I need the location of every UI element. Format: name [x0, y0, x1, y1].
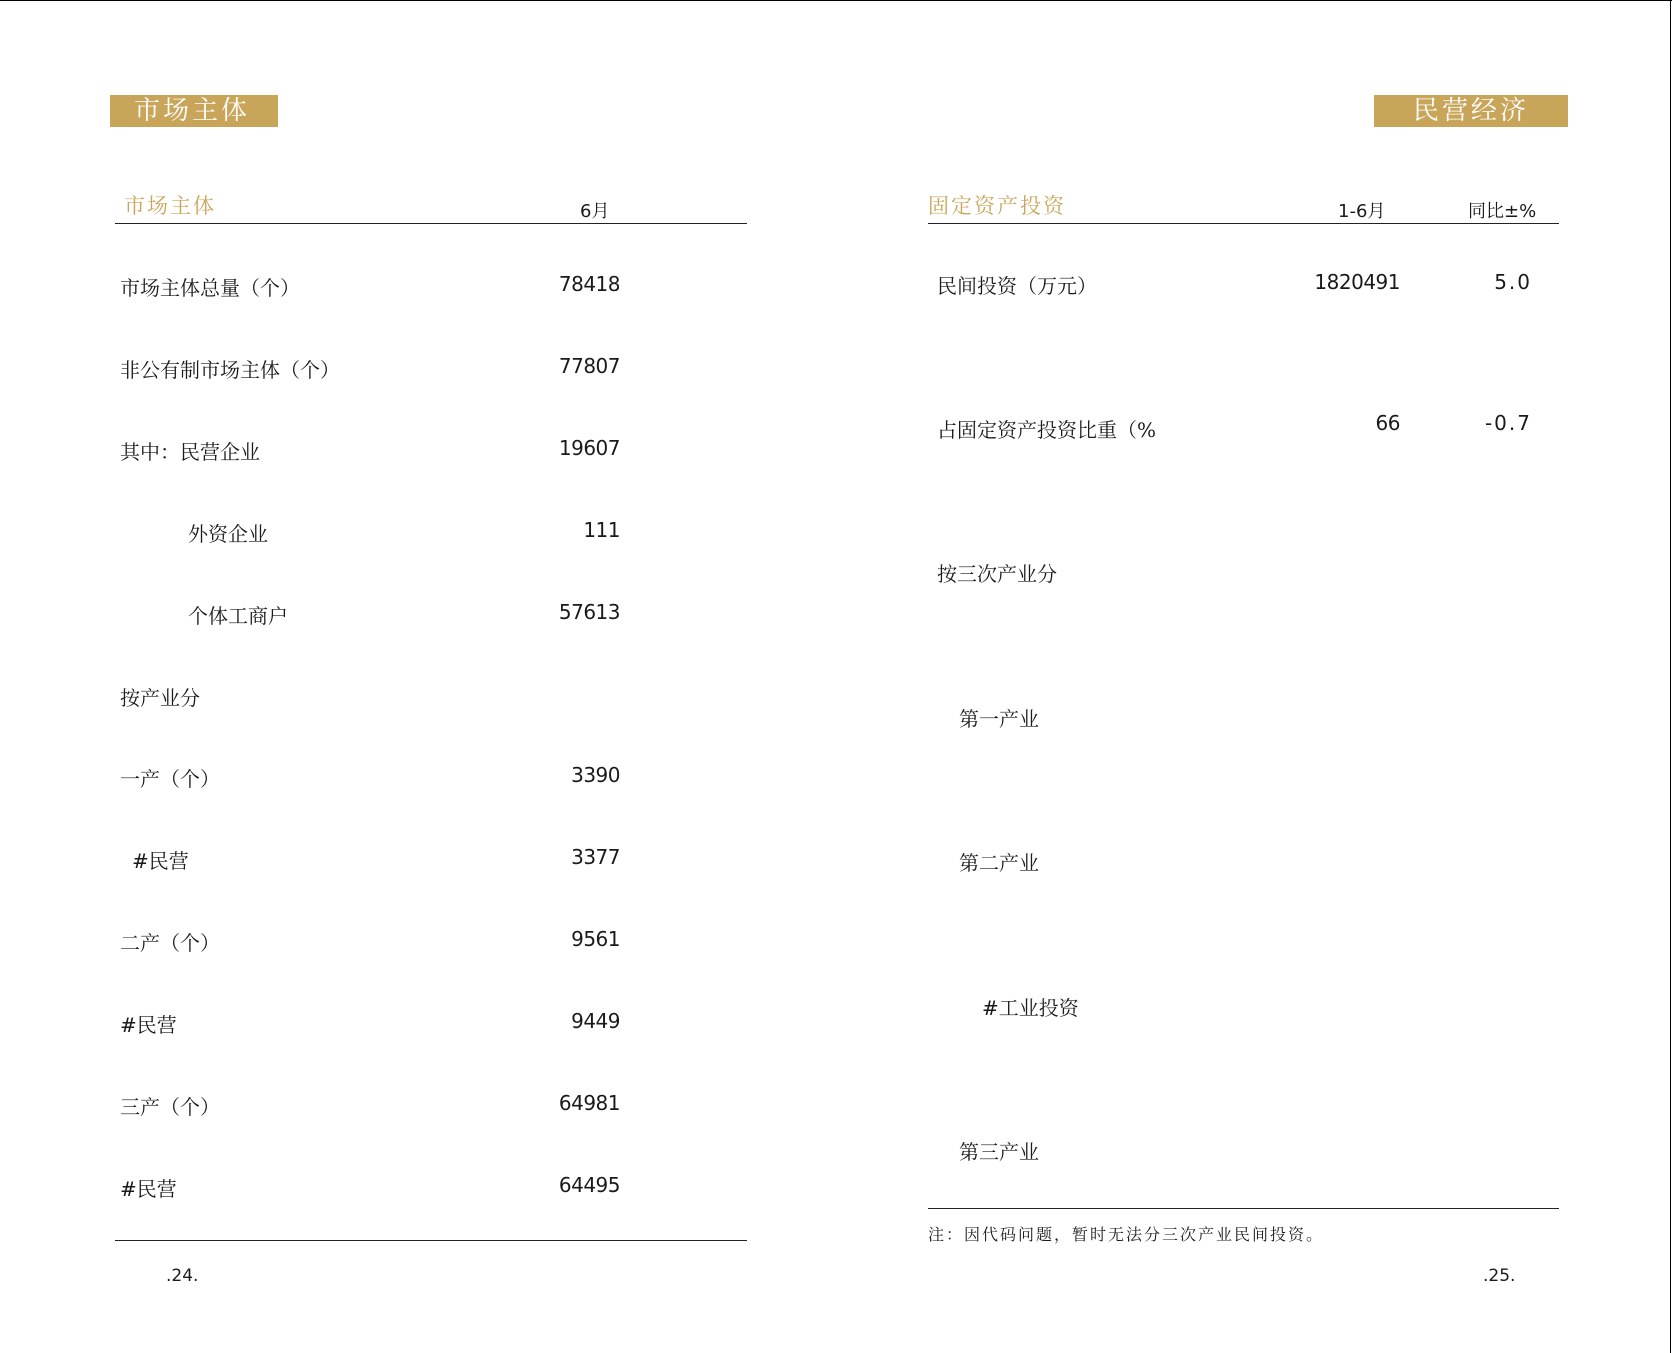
row-value: 78418	[558, 272, 620, 296]
row-label: 占固定资产投资比重（%	[937, 418, 1157, 442]
row-label: #民营	[120, 1013, 177, 1037]
row-label: 其中：民营企业	[120, 440, 260, 464]
row-label: 外资企业	[188, 522, 268, 546]
row-label: 三产（个）	[120, 1095, 220, 1119]
row-label: 市场主体总量（个）	[120, 276, 300, 300]
row-value: 3377	[571, 845, 620, 869]
row-value: 77807	[558, 354, 620, 378]
left-bottom-rule	[115, 1240, 747, 1241]
row-label: 一产（个）	[120, 767, 220, 791]
left-column-header: 6月	[580, 201, 610, 222]
row-value: 9449	[571, 1009, 620, 1033]
right-column-header-yoy: 同比±%	[1468, 201, 1537, 222]
footnote: 注：因代码问题，暂时无法分三次产业民间投资。	[928, 1225, 1325, 1244]
right-column-header-period: 1-6月	[1338, 201, 1386, 222]
row-label: 按三次产业分	[937, 562, 1057, 586]
row-label: 按产业分	[120, 686, 200, 710]
left-banner: 市场主体	[110, 95, 278, 127]
row-value: 9561	[571, 927, 620, 951]
row-label: 非公有制市场主体（个）	[120, 358, 340, 382]
right-section-title: 固定资产投资	[928, 194, 1066, 218]
right-banner: 民营经济	[1374, 95, 1568, 127]
right-page-number: .25.	[1483, 1266, 1516, 1286]
row-value: 66	[1375, 411, 1400, 435]
row-label: 个体工商户	[188, 604, 288, 628]
right-header-rule	[928, 223, 1559, 224]
row-label: #民营	[132, 849, 189, 873]
row-value: 1820491	[1314, 270, 1400, 294]
row-value: 19607	[558, 436, 620, 460]
left-header-rule	[115, 223, 747, 224]
row-label: 民间投资（万元）	[937, 274, 1097, 298]
row-value: 111	[583, 518, 620, 542]
row-label: 第二产业	[959, 851, 1039, 875]
row-label: #民营	[120, 1177, 177, 1201]
row-label: 第一产业	[959, 707, 1039, 731]
row-value: 64981	[558, 1091, 620, 1115]
row-value: 3390	[571, 763, 620, 787]
row-yoy: 5.0	[1494, 270, 1532, 294]
page-frame-top	[0, 0, 1672, 1]
row-yoy: -0.7	[1484, 411, 1532, 435]
right-bottom-rule	[928, 1208, 1559, 1209]
row-label: 二产（个）	[120, 931, 220, 955]
left-page-number: .24.	[166, 1266, 199, 1286]
left-section-title: 市场主体	[124, 194, 216, 218]
row-value: 64495	[558, 1173, 620, 1197]
row-label: 第三产业	[959, 1140, 1039, 1164]
row-value: 57613	[558, 600, 620, 624]
page-frame-right	[1670, 0, 1671, 1353]
row-label: #工业投资	[982, 996, 1079, 1020]
